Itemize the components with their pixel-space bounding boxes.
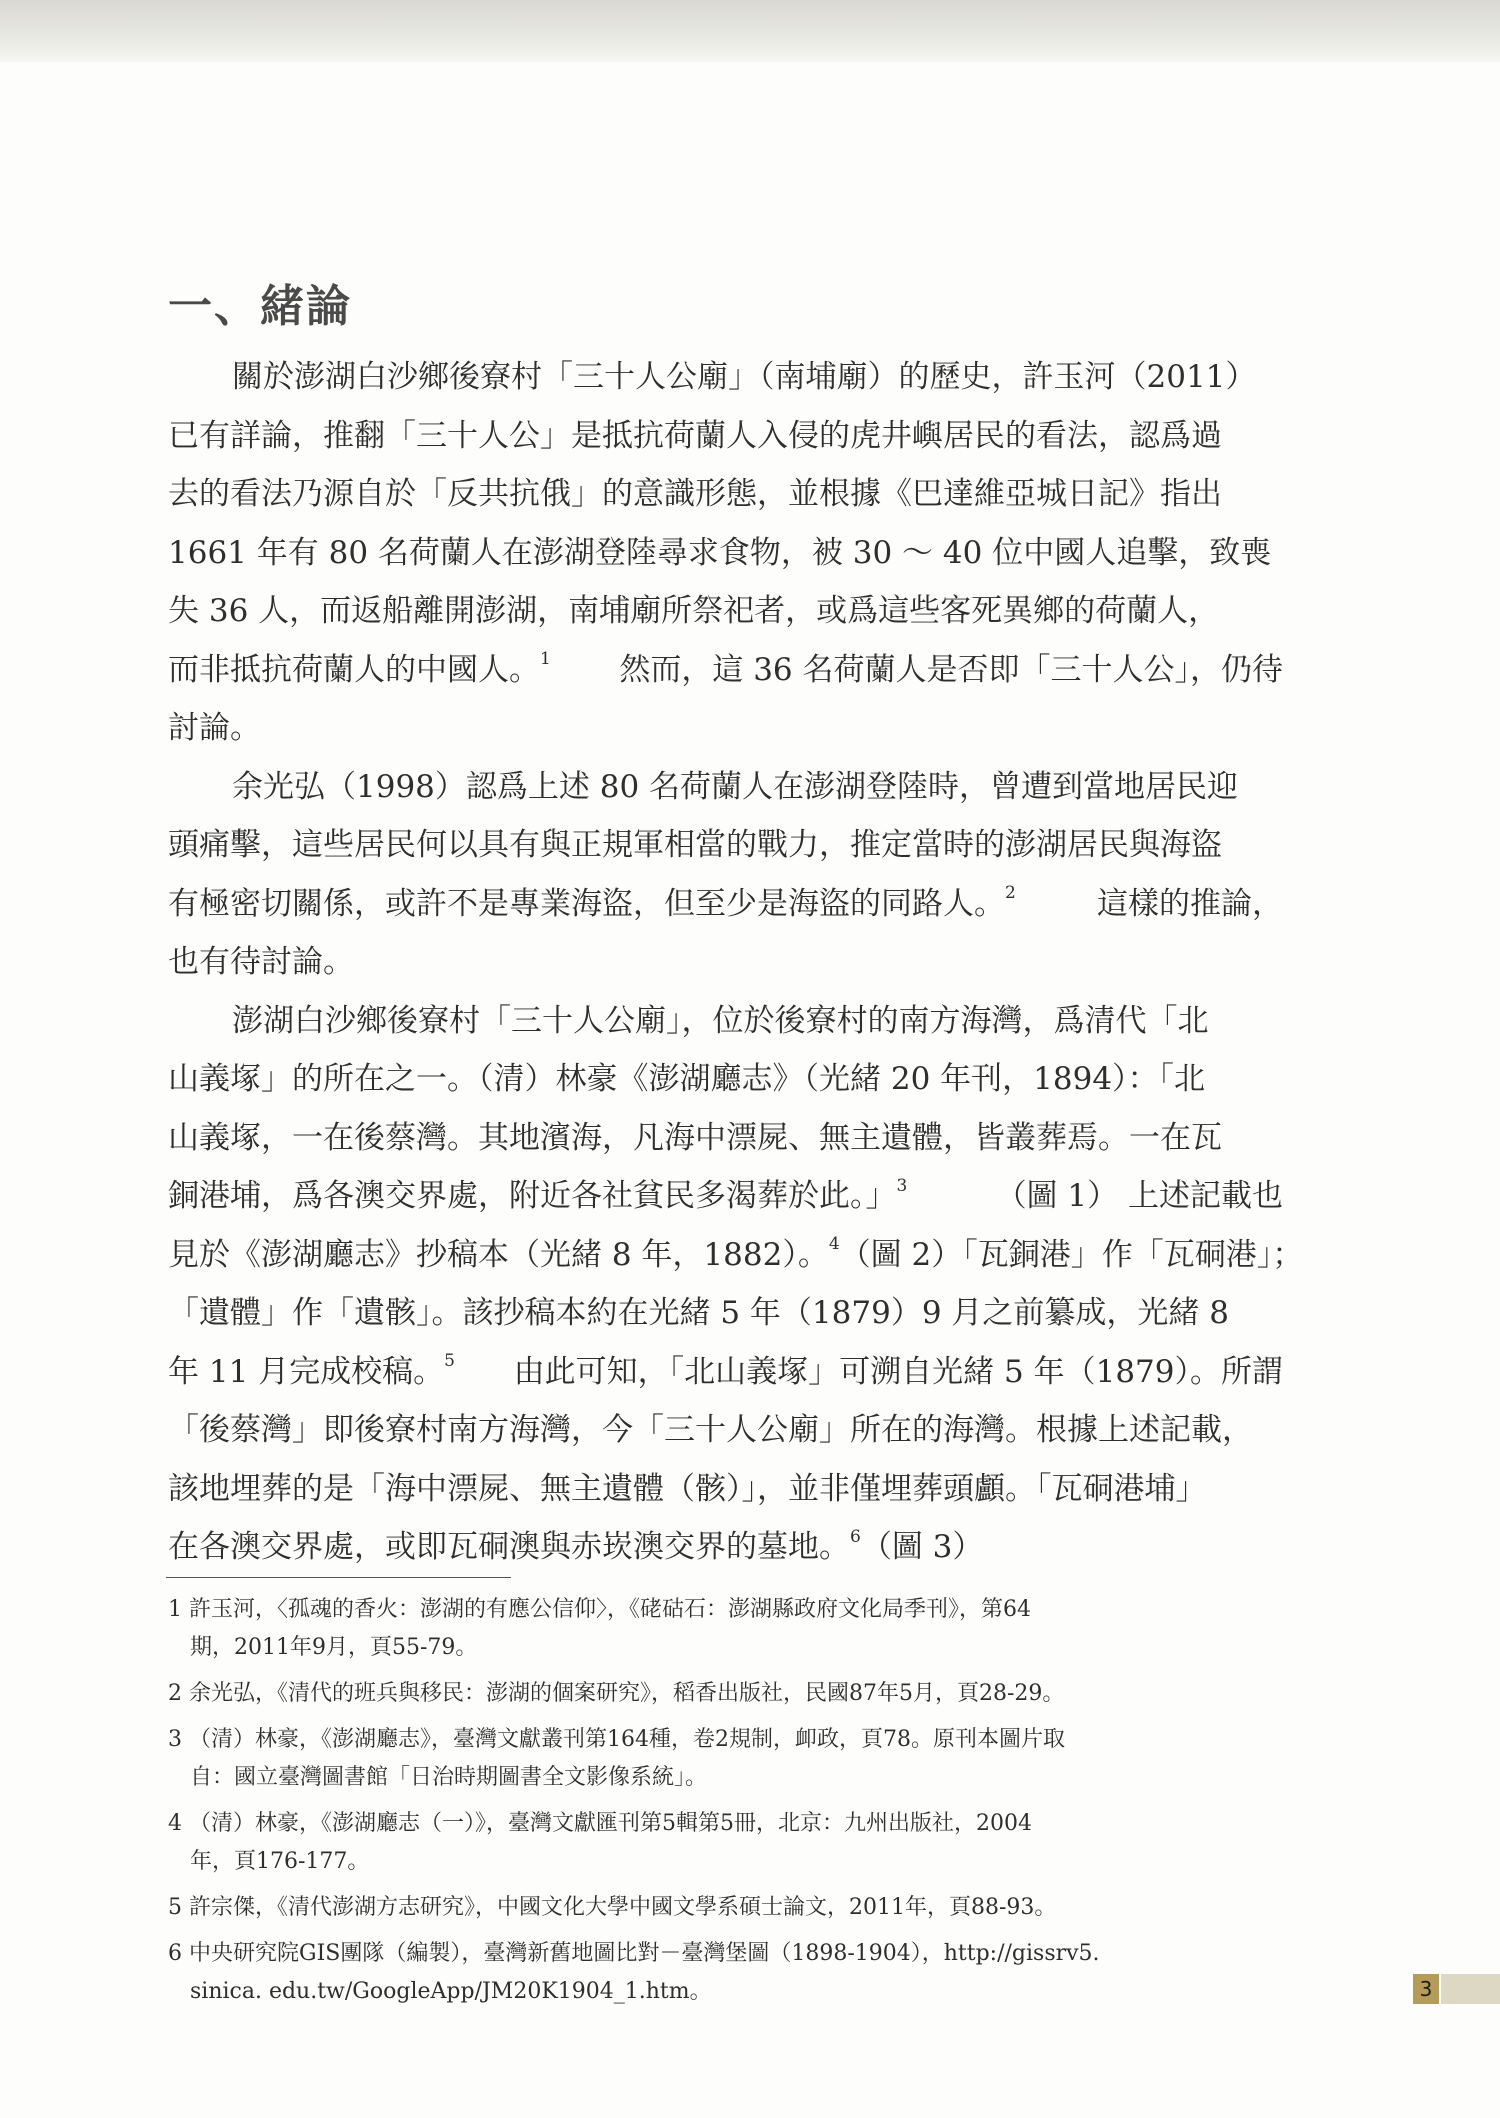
footnote-line: sinica. edu.tw/GoogleApp/JM20K1904_1.htm。	[190, 1979, 712, 2004]
footnote-ref-2: 2	[1005, 883, 1016, 904]
text-segment: 這樣的推論，	[1097, 885, 1283, 922]
paragraph-3-line-1: 澎湖白沙鄉後寮村「三十人公廟」，位於後寮村的南方海灣，爲清代「北	[232, 1002, 1209, 1039]
footnote-divider	[166, 1577, 511, 1578]
footnote-line: 2 余光弘，《清代的班兵與移民：澎湖的個案研究》，稻香出版社，民國87年5月，頁28-29。	[168, 1681, 1065, 1706]
footnote-ref-4: 4	[828, 1234, 840, 1255]
footnote-line: 年，頁176-177。	[190, 1849, 370, 1874]
footnote-line: 期，2011年9月，頁55-79。	[190, 1635, 478, 1660]
text-segment: （圖 3）	[860, 1529, 984, 1565]
paragraph-1-line-3: 去的看法乃源自於「反共抗俄」的意識形態，並根據《巴達維亞城日記》指出	[168, 476, 1222, 512]
text-segment: 然而，這 36 名荷蘭人是否即「三十人公」，仍待	[619, 651, 1283, 688]
paragraph-1-line-7: 討論。	[168, 710, 261, 746]
paragraph-3-line-7	[168, 1343, 1283, 1402]
footnote-ref-5: 5	[444, 1351, 455, 1372]
text-segment: 由此可知，「北山義塚」可溯自光緒 5 年（1879）。所謂	[513, 1353, 1283, 1390]
text-segment: 見於《澎湖廳志》抄稿本（光緒 8 年，1882）。$^4$	[168, 1234, 840, 1273]
paragraph-2-line-2: 頭痛擊，這些居民何以具有與正規軍相當的戰力，推定當時的澎湖居民與海盜	[168, 827, 1222, 863]
footnote-6	[168, 1935, 1283, 2011]
footnote-line: 自：國立臺灣圖書館「日治時期圖書全文影像系統」。	[190, 1765, 708, 1790]
page-tab	[1441, 1974, 1500, 2004]
footnote-ref-1: 1	[540, 649, 551, 670]
footnote-5	[168, 1889, 1283, 1927]
paragraph-1-line-1: 關於澎湖白沙鄉後寮村「三十人公廟」（南埔廟）的歷史，許玉河（2011）	[232, 359, 1257, 395]
section-heading: 一、緒論	[168, 281, 352, 332]
text-segment: 年 11 月完成校稿。$^5$	[168, 1351, 455, 1390]
text-segment: 而非抵抗荷蘭人的中國人。$^1$	[168, 649, 551, 688]
text-segment: 銅港埔，爲各澳交界處，附近各社貧民多渴葬於此。」$^3$	[168, 1175, 908, 1214]
paragraph-1-line-6	[168, 641, 1283, 700]
page-number: 3	[1413, 1974, 1439, 2004]
paragraph-1-line-4: 1661 年有 80 名荷蘭人在澎湖登陸尋求食物，被 30 ～ 40 位中國人追擊，致喪	[168, 534, 1272, 571]
paragraph-3-line-6: 「遺體」作「遺骸」。該抄稿本約在光緒 5 年（1879）9 月之前纂成，光緒 8	[168, 1295, 1229, 1331]
text-segment: 有極密切關係，或許不是專業海盜，但至少是海盜的同路人。$^2$	[168, 883, 1016, 922]
paragraph-2-line-3	[168, 875, 1283, 934]
footnote-ref-3: 3	[896, 1175, 908, 1196]
paragraph-1-line-2: 已有詳論，推翻「三十人公」是抵抗荷蘭人入侵的虎井嶼居民的看法，認爲過	[168, 417, 1222, 454]
paragraph-3-line-2: 山義塚」的所在之一。（清）林豪《澎湖廳志》（光緒 20 年刊，1894）：「北	[168, 1061, 1206, 1097]
paragraph-3-line-8: 「後蔡灣」即後寮村南方海灣，今「三十人公廟」所在的海灣。根據上述記載，	[168, 1412, 1253, 1448]
footnote-3	[168, 1721, 1283, 1797]
footnote-ref-6: 6	[850, 1526, 861, 1547]
body-text	[168, 348, 1304, 1577]
footnote-line: 4 （清）林豪，《澎湖廳志（一）》，臺灣文獻匯刊第5輯第5冊，北京：九州出版社，2004	[168, 1811, 1032, 1836]
footnote-line: 6 中央研究院GIS團隊（編製），臺灣新舊地圖比對－臺灣堡圖（1898-1904），http://gissrv5.	[168, 1941, 1100, 1966]
paragraph-3-line-10	[168, 1518, 1283, 1577]
paragraph-3-line-5	[168, 1226, 1304, 1285]
scan-top-shadow	[0, 0, 1500, 62]
footnote-line: 3 （清）林豪，《澎湖廳志》，臺灣文獻叢刊第164種，卷2規制，卹政，頁78。原刊本圖片取	[168, 1727, 1065, 1752]
paragraph-3-line-4	[168, 1167, 1283, 1226]
footnote-4	[168, 1805, 1283, 1881]
footnote-line: 5 許宗傑，《清代澎湖方志研究》，中國文化大學中國文學系碩士論文，2011年，頁88-93。	[168, 1895, 1057, 1920]
paragraph-3-line-9: 該地埋葬的是「海中漂屍、無主遺體（骸）」，並非僅埋葬頭顱。「瓦硐港埔」	[168, 1470, 1207, 1507]
footnote-2	[168, 1675, 1283, 1713]
paragraph-2-line-1: 余光弘（1998）認爲上述 80 名荷蘭人在澎湖登陸時，曾遭到當地居民迎	[232, 768, 1239, 805]
text-segment: （圖 1） 上述記載也	[995, 1178, 1283, 1214]
footnote-1	[168, 1591, 1283, 1667]
paragraph-2-line-4: 也有待討論。	[168, 944, 354, 980]
text-segment: 在各澳交界處，或即瓦硐澳與赤崁澳交界的墓地。$^6$	[168, 1526, 861, 1565]
text-segment: （圖 2）「瓦銅港」作「瓦硐港」；	[839, 1236, 1304, 1273]
footnote-line: 1 許玉河，〈孤魂的香火：澎湖的有應公信仰〉，《硓𥑮石：澎湖縣政府文化局季刊》，第64	[168, 1597, 1031, 1622]
paragraph-1-line-5: 失 36 人，而返船離開澎湖，南埔廟所祭祀者，或爲這些客死異鄉的荷蘭人，	[168, 593, 1220, 629]
footnotes	[168, 1591, 1283, 2019]
paragraph-3-line-3: 山義塚，一在後蔡灣。其地濱海，凡海中漂屍、無主遺體，皆叢葬焉。一在瓦	[168, 1119, 1222, 1156]
